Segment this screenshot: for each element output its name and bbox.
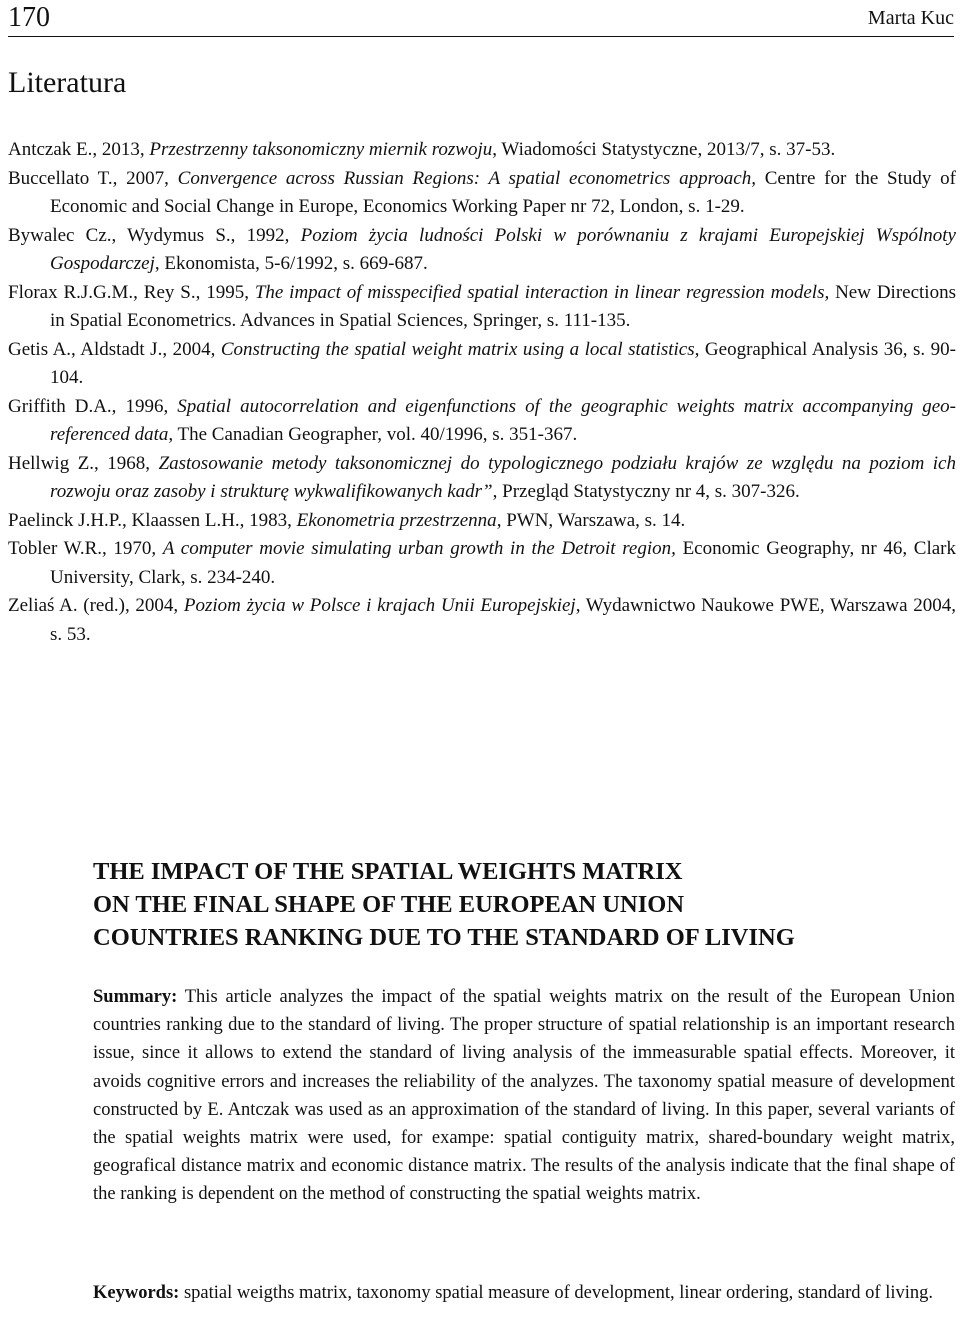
reference-source: , Ekonomista, 5-6/1992, s. 669-687. <box>154 253 428 274</box>
section-heading-literatura: Literatura <box>8 66 127 99</box>
running-header <box>8 0 954 37</box>
reference-item <box>8 393 956 450</box>
reference-source: , Wydawnictwo Naukowe PWE, Warszawa 2004, s. 53. <box>50 595 956 645</box>
article-title-line: THE IMPACT OF THE SPATIAL WEIGHTS MATRIX <box>93 858 683 885</box>
reference-title: Constructing the spatial weight matrix using a local statistics, <box>220 338 700 360</box>
reference-authors: Bywalec Cz., Wydymus S., 1992, <box>8 224 301 246</box>
reference-authors: Florax R.J.G.M., Rey S., 1995, <box>8 281 255 303</box>
reference-source: Geographical Analysis 36, s. 90-104. <box>50 338 956 388</box>
reference-source: Economic Geography, nr 46, Clark University, Clark, s. 234-240. <box>50 538 956 588</box>
summary-text: This article analyzes the impact of the spatial weights matrix on the result of the European Union countries ranking due to the standard of living. The proper structure of spatial relationship is an important research issue, since it allows to extend the standard of living analysis of the immeasurable spatial effects. Moreover, it avoids cognitive errors and increases the reliability of the analyzes. The taxonomy spatial measure of development constructed by E. Antczak was used as an approximation of the standard of living. In this paper, several variants of the spatial weights matrix were used, for exampe: spatial contiguity matrix, shared-boundary weight matrix, geografical distance matrix and economic distance matrix. The results of the analysis indicate that the final shape of the ranking is dependent on the method of constructing the spatial weights matrix. <box>93 987 955 1205</box>
reference-item <box>8 222 956 279</box>
keywords-label: Keywords: <box>93 1283 180 1303</box>
summary-label: Summary: <box>93 987 178 1007</box>
reference-authors: Zeliaś A. (red.), 2004, <box>8 595 184 616</box>
reference-item <box>8 507 956 536</box>
reference-authors: Hellwig Z., 1968, <box>8 452 159 474</box>
reference-source: , Wiadomości Statystyczne, 2013/7, s. 37-53. <box>492 139 836 160</box>
reference-title: Przestrzenny taksonomiczny miernik rozwoju <box>149 139 493 160</box>
reference-authors: Buccellato T., 2007, <box>8 167 178 189</box>
reference-title: Ekonometria przestrzenna <box>296 509 497 531</box>
reference-title: The impact of misspecified spatial interaction in linear regression models, <box>254 281 830 303</box>
reference-item <box>8 279 956 336</box>
reference-authors: Paelinck J.H.P., Klaassen L.H., 1983, <box>8 509 297 531</box>
reference-item <box>8 165 956 222</box>
reference-authors: Griffith D.A., 1996, <box>8 395 178 417</box>
summary-paragraph <box>93 983 955 1209</box>
page-number: 170 <box>8 2 50 33</box>
reference-title: Poziom życia ludności Polski w porównaniu z krajami Europejskiej Wspólnoty Gospodarczej <box>50 224 956 274</box>
reference-authors: Getis A., Aldstadt J., 2004, <box>8 338 221 360</box>
reference-title: Spatial autocorrelation and eigenfunctions of the geographic weights matrix accompanying geo-referenced data, <box>50 395 956 445</box>
reference-source: Centre for the Study of Economic and Social Change in Europe, Economics Working Paper nr 72, London, s. 1-29. <box>50 167 956 217</box>
reference-authors: Antczak E., 2013, <box>8 139 150 160</box>
reference-source: , PWN, Warszawa, s. 14. <box>496 509 686 531</box>
reference-item <box>8 535 956 592</box>
reference-item <box>8 592 956 649</box>
reference-title: A computer movie simulating urban growth in the Detroit region, <box>162 538 676 559</box>
reference-source: The Canadian Geographer, vol. 40/1996, s. 351-367. <box>173 424 578 445</box>
reference-title: Poziom życia w Polsce i krajach Unii Europejskiej <box>183 595 576 616</box>
running-header-author: Marta Kuc <box>867 6 954 29</box>
reference-source: New Directions in Spatial Econometrics. Advances in Spatial Sciences, Springer, s. 111-135. <box>50 281 956 331</box>
reference-item <box>8 336 956 393</box>
article-title <box>93 855 953 954</box>
article-title-line: ON THE FINAL SHAPE OF THE EUROPEAN UNION <box>93 891 685 918</box>
reference-title: Convergence across Russian Regions: A spatial econometrics approach, <box>177 167 756 189</box>
reference-list <box>8 136 956 649</box>
reference-item <box>8 450 956 507</box>
reference-source: , Przegląd Statystyczny nr 4, s. 307-326. <box>492 481 800 502</box>
reference-authors: Tobler W.R., 1970, <box>8 538 163 559</box>
reference-item <box>8 136 956 165</box>
keywords-text: spatial weigths matrix, taxonomy spatial measure of development, linear ordering, standard of living. <box>179 1283 934 1303</box>
reference-title: Zastosowanie metody taksonomicznej do typologicznego podziału krajów ze względu na poziom ich rozwoju oraz zasoby i strukturę wykwalifikowanych kadr” <box>50 452 956 502</box>
keywords-paragraph <box>93 1279 955 1307</box>
article-title-line: COUNTRIES RANKING DUE TO THE STANDARD OF LIVING <box>93 924 795 951</box>
